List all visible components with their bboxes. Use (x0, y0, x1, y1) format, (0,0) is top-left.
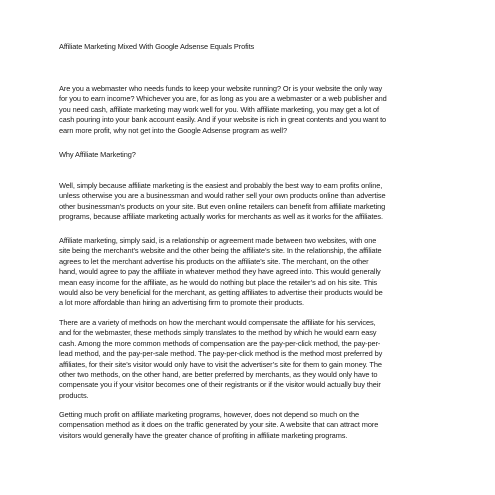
text-line: There are a variety of methods on how the merchant would compensate the affiliate for his services, (59, 318, 376, 327)
text-line: for you to earn income? Whichever you are, for as long as you are a webmaster or a web publisher and (59, 94, 387, 104)
text-line: hand, would agree to pay the affiliate in whatever method they have agreed into. This would generally (59, 267, 381, 277)
text-line: other businessman’s products on your site. But even online retailers can benefit from affiliate marketing (59, 201, 386, 211)
text-line: a lot more affordable than hiring an advertising firm to promote their products. (59, 298, 304, 308)
text-line: programs, because affiliate marketing actually works for merchants as well as it works for the affiliates. (59, 212, 383, 222)
text-line: products. (59, 390, 89, 400)
text-line: and for the webmaster, these methods simply translates to the method by which he would earn easy (59, 328, 377, 338)
text-line: other two methods, on the other hand, are better preferred by merchants, as they would only have to (59, 370, 378, 380)
text-line: cash pouring into your bank account easily. And if your website is rich in great contents and you want to (59, 115, 387, 125)
text-line: Are you a webmaster who needs funds to keep your website running? Or is your website the only way (59, 84, 383, 93)
paragraph-definition (59, 236, 445, 309)
text-line: Getting much profit on affiliate marketing programs, however, does not depend so much on the (59, 410, 360, 419)
section-heading: Why Affiliate Marketing? (59, 150, 136, 159)
text-line: compensate you if your visitor becomes one of their registrants or if the visitor would actually buy their (59, 380, 381, 390)
text-line: unless otherwise you are a businessman and would rather sell your own products online than advertise (59, 191, 386, 201)
document-title: Affiliate Marketing Mixed With Google Adsense Equals Profits (59, 42, 255, 51)
text-line: mean easy income for the affiliate, as he would do nothing but place the retailer’s ad on his site. This (59, 277, 378, 287)
text-line: cash. Among the more common methods of compensation are the pay-per-click method, the pay-per- (59, 338, 381, 348)
text-line: visitors would generally have the greater chance of profiting in affiliate marketing programs. (59, 430, 348, 440)
text-line: site being the merchant’s website and the other being the affiliate’s site. In the relationship, the affiliate (59, 246, 382, 256)
intro-paragraph (59, 84, 445, 136)
text-line: compensation method as it does on the traffic generated by your site. A website that can attract more (59, 420, 379, 430)
text-line: affiliates, for their site’s visitor would only have to visit the advertiser’s site for them to gain money. The (59, 359, 382, 369)
text-line: you need cash, affiliate marketing may work well for you. With affiliate marketing, you may get a lot of (59, 104, 380, 114)
text-line: earn more profit, why not get into the Google Adsense program as well? (59, 125, 287, 135)
text-line: Affiliate marketing, simply said, is a relationship or agreement made between two websites, with one (59, 236, 377, 245)
text-line: agrees to let the merchant advertise his products on the affiliate’s site. The merchant, on the other (59, 256, 369, 266)
paragraph-why-affiliate (59, 181, 445, 223)
text-line: would also be very beneficial for the merchant, as getting affiliates to advertise their products would be (59, 288, 383, 298)
paragraph-traffic (59, 410, 445, 441)
text-line: Well, simply because affiliate marketing is the easiest and probably the best way to earn profits online, (59, 181, 383, 190)
text-line: lead method, and the pay-per-sale method. The pay-per-click method is the method most preferred by (59, 349, 383, 359)
paragraph-compensation-methods (59, 318, 445, 401)
